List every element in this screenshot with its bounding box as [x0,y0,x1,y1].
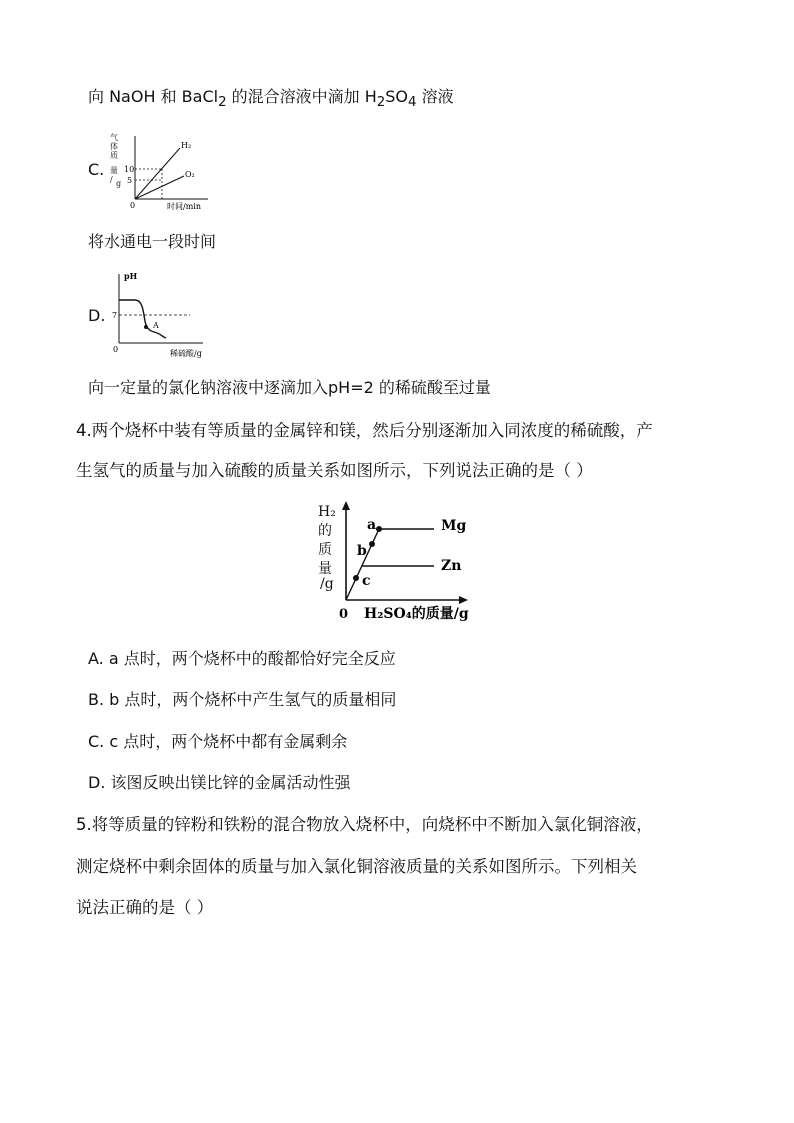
q4-ylabel-char: 量 [318,561,332,577]
q4-series-mg-label: Mg [441,518,467,534]
q4-mg-rise [346,529,379,600]
q4-series-zn-label: Zn [441,558,462,574]
graph-d-xlabel: 稀硫酸/g [170,349,202,358]
q4-point-a-label: a [367,517,377,533]
graph-c-ytick-5: 5 [127,176,133,185]
q4-option-d[interactable]: D. 该图反映出镁比锌的金属活动性强 [88,773,351,792]
q5-stem-line3: 说法正确的是（ ） [76,898,214,917]
graph-c-ylabel-char: 量 [110,166,118,175]
item-d-caption: 向一定量的氯化钠溶液中逐滴加入pH=2 的稀硫酸至过量 [88,378,491,397]
q4-x-arrow [459,596,468,604]
q4-stem-line2: 生氢气的质量与加入硫酸的质量关系如图所示，下列说法正确的是（ ） [76,461,593,480]
q4-xlabel: H₂SO₄的质量/g [364,606,469,622]
q4-point-b [369,541,375,547]
graph-d-ph-curve [119,300,166,338]
q4-hydrogen-graph [312,498,502,628]
q4-ylabel-char: 的 [318,523,332,539]
q4-point-c [353,575,359,581]
item-b-caption: 向 NaOH 和 BaCl$_2$ 的混合溶液中滴加 $H_2SO_4$ 溶液 [88,87,454,111]
q4-ylabel-char: H₂ [318,504,336,520]
graph-c-line-h2 [135,148,180,199]
q4-stem-line1: 4.两个烧杯中装有等质量的金属锌和镁，然后分别逐渐加入同浓度的稀硫酸，产 [76,421,653,440]
graph-d-ylabel: pH [124,271,138,281]
q5-stem-line2: 测定烧杯中剩余固体的质量与加入氯化铜溶液质量的关系如图所示。下列相关 [76,857,637,876]
item-c-caption: 将水通电一段时间 [88,232,217,251]
q4-ylabel-char: /g [320,576,334,592]
q4-option-a[interactable]: A. a 点时，两个烧杯中的酸都恰好完全反应 [88,649,396,668]
graph-d-origin: 0 [113,345,119,354]
q4-origin: 0 [339,607,349,622]
option-c-letter: C. [88,160,105,179]
option-d-letter: D. [88,306,106,325]
graph-c-label-o2: O₂ [185,170,195,179]
q4-ylabel [318,504,336,592]
graph-c-ylabel-char: 体 [110,142,118,151]
graph-d-ytick-7: 7 [112,311,118,320]
q4-option-b[interactable]: B. b 点时，两个烧杯中产生氢气的质量相同 [88,690,397,709]
q4-y-arrow [342,501,350,510]
graph-c-line-o2 [135,176,184,199]
graph-c-label-h2: H₂ [181,141,192,150]
ph-graph [108,270,218,360]
graph-d-point-a-label: A [153,321,159,330]
q5-stem-line1: 5.将等质量的锌粉和铁粉的混合物放入烧杯中，向烧杯中不断加入氯化铜溶液， [76,815,653,834]
electrolysis-graph [108,130,218,214]
graph-c-ylabel-char: 气 [110,133,118,142]
graph-c-ylabel [110,132,121,188]
q4-point-c-label: c [362,573,371,589]
graph-c-ylabel-char: / [110,175,113,184]
graph-c-origin: 0 [130,201,136,210]
graph-c-xlabel: 时间/min [167,202,201,211]
q4-option-c[interactable]: C. c 点时，两个烧杯中都有金属剩余 [88,732,348,751]
graph-d-point-a [144,325,148,329]
graph-c-ytick-10: 10 [124,165,135,174]
q4-point-a [376,526,382,532]
graph-c-ylabel-char: 质 [110,151,118,160]
graph-c-ylabel-char: g [116,179,122,188]
q4-point-b-label: b [357,543,367,559]
q4-ylabel-char: 质 [318,542,332,558]
